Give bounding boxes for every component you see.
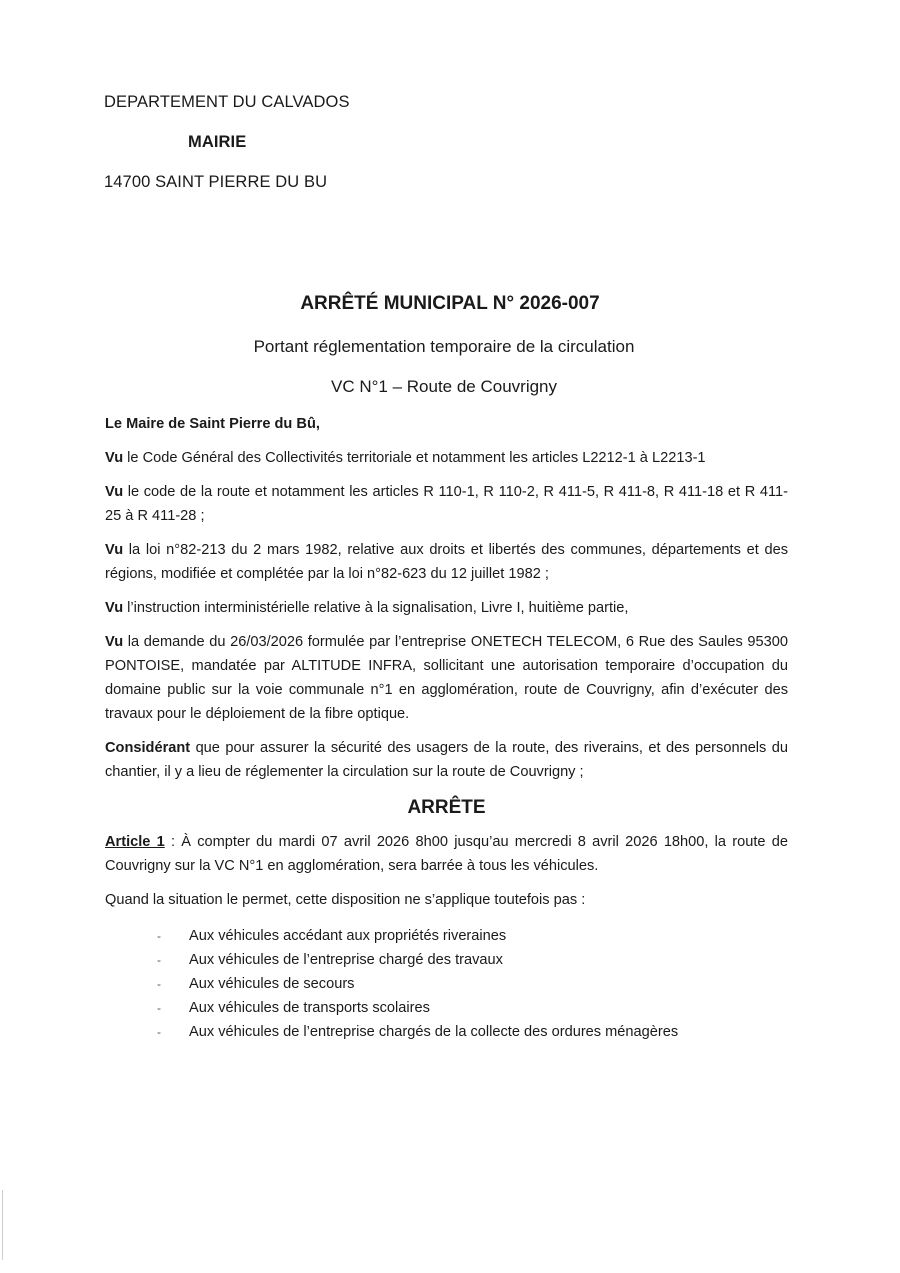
vu-label: Vu [105, 484, 124, 500]
vu-text: le code de la route et notamment les articles R 110-1, R 110-2, R 411-5, R 411-8, R 411-18 et R 411-25 à R 411-28 ; [105, 484, 788, 524]
list-item: - Aux véhicules de l’entreprise chargé des travaux [105, 948, 788, 972]
mayor-greeting: Le Maire de Saint Pierre du Bû, [105, 416, 320, 432]
list-item: - Aux véhicules de transports scolaires [105, 996, 788, 1020]
arrete-subtitle-road: VC N°1 – Route de Couvrigny [330, 377, 558, 396]
vu-text: la loi n°82-213 du 2 mars 1982, relative aux droits et libertés des communes, départements et des régions, modifiée et complétée par la loi n°82-623 du 12 juillet 1982 ; [105, 542, 788, 582]
arrete-subtitle-regulation: Portant réglementation temporaire de la circulation [253, 337, 635, 356]
list-item: - Aux véhicules accédant aux propriétés riveraines [105, 924, 788, 948]
considerant-paragraph [105, 736, 788, 784]
vu-paragraph [105, 538, 788, 586]
bullet-dash: - [157, 1001, 161, 1015]
vu-paragraph [105, 480, 788, 528]
exceptions-list [105, 924, 788, 1044]
considerant-label: Considérant [105, 740, 191, 756]
vu-label: Vu [105, 634, 124, 650]
vu-paragraph [105, 446, 788, 470]
list-item: - Aux véhicules de l’entreprise chargés de la collecte des ordures ménagères [105, 1020, 788, 1044]
vu-label: Vu [105, 450, 124, 466]
exception-intro: Quand la situation le permet, cette disposition ne s’applique toutefois pas : [105, 892, 586, 908]
arrete-title: ARRÊTÉ MUNICIPAL N° 2026-007 [300, 293, 600, 314]
bullet-dash: - [157, 929, 161, 943]
article-1-paragraph [105, 830, 788, 878]
article-1-label: Article 1 [105, 834, 165, 850]
scan-edge-mark [2, 1190, 3, 1260]
vu-paragraph [105, 630, 788, 726]
list-item: - Aux véhicules de secours [105, 972, 788, 996]
bullet-dash: - [157, 977, 161, 991]
vu-paragraph [105, 596, 788, 620]
arrete-heading: ARRÊTE [407, 797, 486, 818]
city-address: 14700 SAINT PIERRE DU BU [104, 173, 328, 191]
considerant-text: que pour assurer la sécurité des usagers de la route, des riverains, et des personnels du chantier, il y a lieu de réglementer la circulation sur la route de Couvrigny ; [105, 740, 788, 780]
mairie-label: MAIRIE [188, 133, 247, 151]
bullet-dash: - [157, 953, 161, 967]
document-body [105, 412, 788, 1044]
department-name: DEPARTEMENT DU CALVADOS [104, 93, 350, 111]
vu-text: le Code Général des Collectivités territoriale et notamment les articles L2212-1 à L2213-1 [123, 450, 706, 466]
vu-text: la demande du 26/03/2026 formulée par l’entreprise ONETECH TELECOM, 6 Rue des Saules 95300 PONTOISE, mandatée par ALTITUDE INFRA, sollicitant une autorisation temporaire d’occupation du domaine public sur la voie communale n°1 en agglomération, route de Couvrigny, afin d’exécuter des travaux pour le déploiement de la fibre optique. [105, 634, 788, 722]
vu-label: Vu [105, 542, 124, 558]
bullet-dash: - [157, 1025, 161, 1039]
article-1-text: : À compter du mardi 07 avril 2026 8h00 jusqu’au mercredi 8 avril 2026 18h00, la route de Couvrigny sur la VC N°1 en agglomération, sera barrée à tous les véhicules. [105, 834, 788, 874]
vu-text: l’instruction interministérielle relative à la signalisation, Livre I, huitième partie, [123, 600, 629, 616]
vu-label: Vu [105, 600, 124, 616]
